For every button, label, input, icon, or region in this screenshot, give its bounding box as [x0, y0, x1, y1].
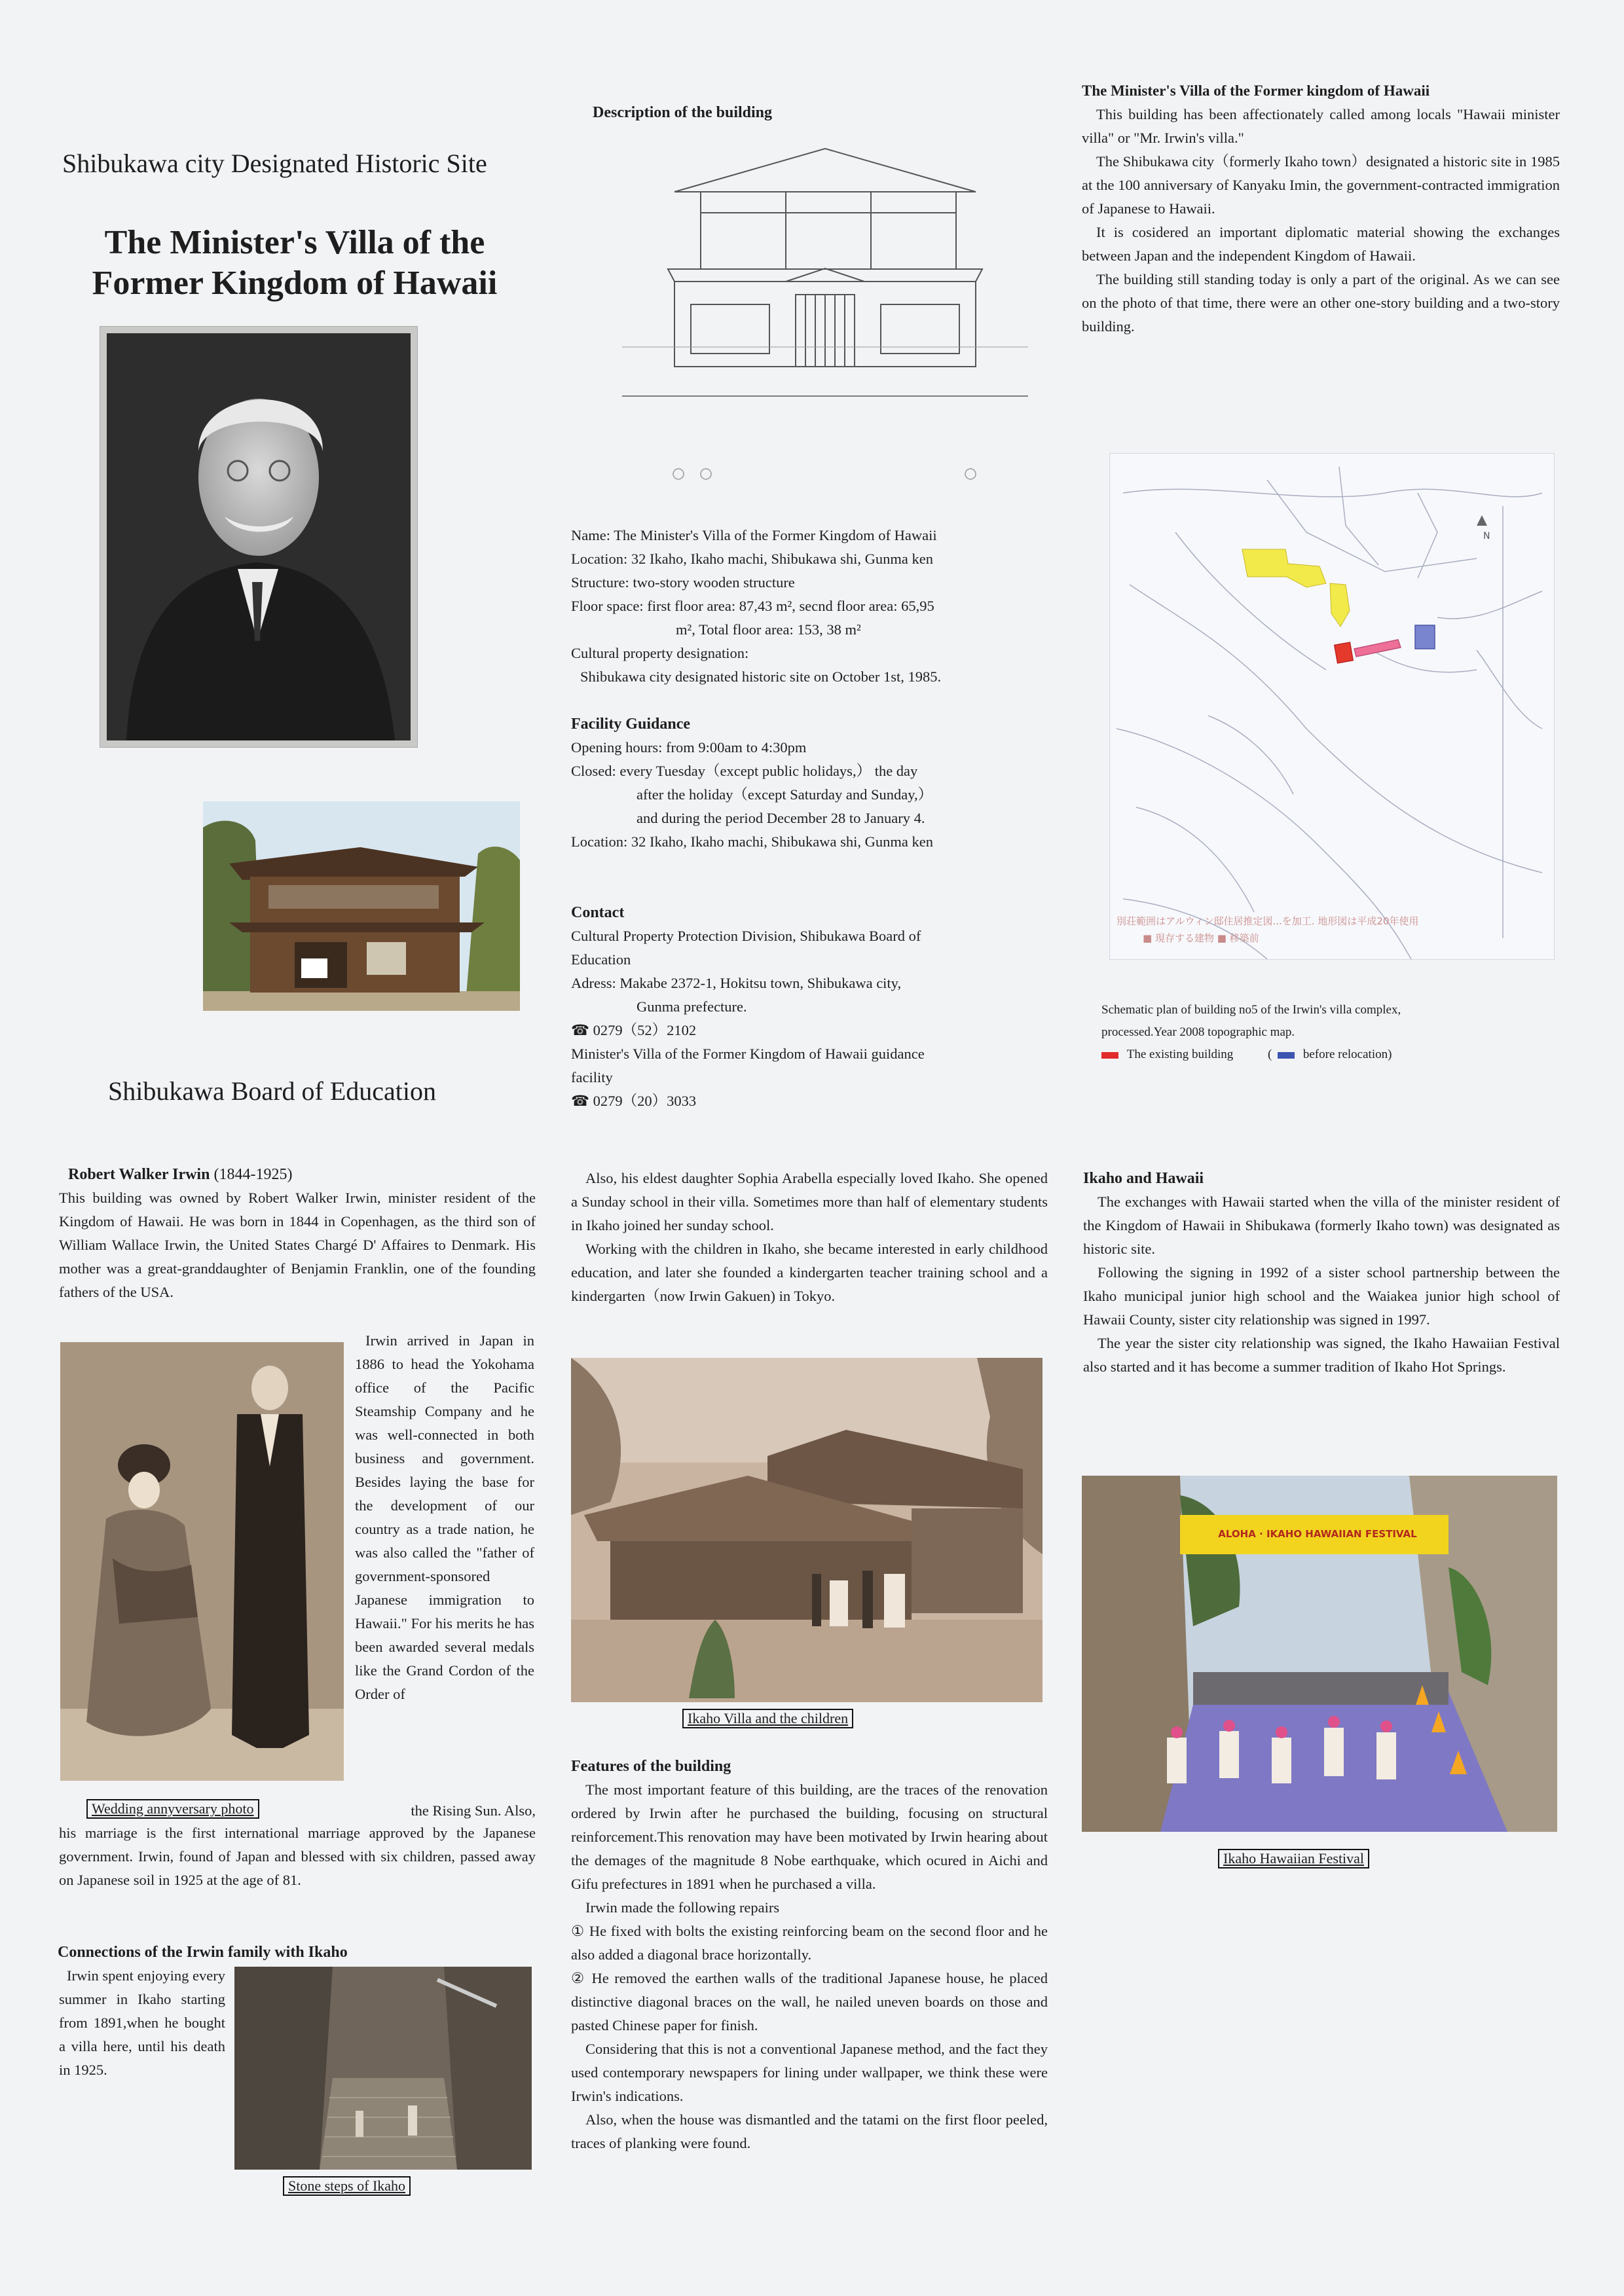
facility-heading: Facility Guidance [571, 716, 690, 733]
features-p6: Also, when the house was dismantled and the tatami on the first floor peeled, traces of planking were found. [571, 2111, 1048, 2151]
designation-label: Cultural property designation: [571, 645, 749, 661]
features-p3: ① He fixed with bolts the existing reinforcing beam on the second floor and he also added a diagonal brace horizontally. [571, 1923, 1048, 1963]
hawaii-p1: The exchanges with Hawaii started when the villa of the minister resident of the Kingdom of Hawaii in Shibukawa (formerly Ikaho town) was designated as historic site. [1083, 1194, 1560, 1257]
description-block [571, 524, 1049, 689]
legend-swatch-existing [1101, 1052, 1118, 1059]
hawaii-block [1083, 1167, 1560, 1379]
building-structure: Structure: two-story wooden structure [571, 574, 795, 591]
contact-block [571, 901, 1049, 1113]
sophia-block [571, 1167, 1048, 1308]
connections-p1: Irwin spent enjoying every summer in Ikaho starting from 1891,when he bought a villa here, until his death in 1925. [59, 1967, 225, 2078]
description-heading: Description of the building [593, 104, 773, 121]
designation-line: Shibukawa city Designated Historic Site [62, 149, 487, 178]
map-caption-line-1: Schematic plan of building no5 of the Irwin's villa complex, [1101, 1003, 1401, 1017]
contact-guidance-2: facility [571, 1069, 613, 1085]
legend-swatch-before [1278, 1052, 1295, 1059]
facility-block [571, 712, 1049, 854]
hawaii-p2: Following the signing in 1992 of a sister school partnership between the Ikaho municipal junior high school and the Waiakea junior high school of Hawaii County, sister city relationship was signed in 1997. [1083, 1264, 1560, 1328]
irwin-heading-name: Robert Walker Irwin [68, 1166, 210, 1183]
villa-intro-p4: The building still standing today is only a part of the original. As we can see on the photo of that time, there were an other one-story building and a two-story building. [1082, 271, 1560, 335]
sophia-p2: Working with the children in Ikaho, she became interested in early childhood education, and later she founded a kindergarten teacher training school and a kindergarten（now Irwin Gakuen) in Tokyo. [571, 1241, 1048, 1304]
building-location: Location: 32 Ikaho, Ikaho machi, Shibukawa shi, Gunma ken [571, 551, 933, 567]
map-legend [1101, 1044, 1560, 1066]
irwin-heading-years: (1844-1925) [213, 1166, 293, 1183]
contact-address-2: Gunma prefecture. [637, 998, 747, 1015]
svg-text:N: N [1483, 531, 1490, 541]
contact-phone-2: ☎ 0279（20）3033 [571, 1093, 697, 1109]
opening-hours: Opening hours: from 9:00am to 4:30pm [571, 739, 807, 756]
features-heading: Features of the building [571, 1758, 731, 1775]
contact-phone-1: ☎ 0279（52）2102 [571, 1022, 697, 1038]
hawaii-heading: Ikaho and Hawaii [1083, 1170, 1204, 1187]
facility-location: Location: 32 Ikaho, Ikaho machi, Shibukawa shi, Gunma ken [571, 833, 933, 850]
villa-children-caption: Ikaho Villa and the children [682, 1709, 853, 1728]
floor-space-line-1: Floor space: first floor area: 87,43 m², secnd floor area: 65,95 [571, 598, 934, 614]
hawaiian-festival-caption: Ikaho Hawaiian Festival [1218, 1849, 1369, 1868]
villa-children-photo [571, 1358, 1043, 1702]
irwin-p1: This building was owned by Robert Walker Irwin, minister resident of the Kingdom of Hawaii. He was born in 1844 in Copenhagen, as the third son of William Wallace Irwin, the United States Chargé D' Affaires to Denmark. His mother was a great-granddaughter of Benjamin Franklin, one of the founding fathers of the USA. [59, 1190, 536, 1300]
designation-value: Shibukawa city designated historic site on October 1st, 1985. [580, 668, 942, 685]
contact-division-2: Education [571, 951, 631, 968]
contact-guidance-1: Minister's Villa of the Former Kingdom of Hawaii guidance [571, 1046, 925, 1062]
closed-line-3: and during the period December 28 to January 4. [637, 810, 925, 826]
page-title [46, 223, 544, 304]
site-map-caption [1101, 999, 1560, 1066]
festival-banner-text: ALOHA · IKAHO HAWAIIAN FESTIVAL [1218, 1528, 1417, 1540]
contact-division-1: Cultural Property Protection Division, Shibukawa Board of [571, 928, 921, 944]
villa-intro-block [1082, 79, 1560, 338]
villa-intro-p3: It is cosidered an important diplomatic material showing the exchanges between Japan and the independent Kingdom of Hawaii. [1082, 224, 1560, 264]
drawing-marks [668, 466, 982, 482]
legend-paren-open: ( [1268, 1048, 1272, 1061]
irwin-portrait-photo [100, 326, 418, 748]
features-p5: Considering that this is not a conventional Japanese method, and the fact they used contemporary newspapers for lining under wallpaper, we think these were Irwin's indications. [571, 2041, 1048, 2104]
irwin-p2: Irwin arrived in Japan in 1886 to head the Yokohama office of the Pacific Steamship Company and he was well-connected in both business and government. Besides laying the base for the development of our country as a trade nation, he was also called the "father of government-sponsored Japanese immigration to Hawaii." For his merits he has been awarded several medals like the Grand Cordon of the Order of [355, 1332, 534, 1702]
stone-steps-photo [234, 1967, 532, 2170]
title-line-2: Former Kingdom of Hawaii [92, 264, 498, 302]
connections-heading: Connections of the Irwin family with Ikaho [58, 1944, 348, 1961]
map-note: 別荘範囲はアルウィン邸住居推定図...を加工. 地形図は平成20年使用 [1116, 915, 1419, 927]
building-name: Name: The Minister's Villa of the Former Kingdom of Hawaii [571, 527, 937, 543]
features-p4: ② He removed the earthen walls of the traditional Japanese house, he placed distinctive diagonal braces on the wall, he nailed uneven boards on those and pasted Chinese paper for finish. [571, 1970, 1048, 2033]
villa-intro-heading: The Minister's Villa of the Former kingdom of Hawaii [1082, 82, 1430, 99]
closed-line-1: Closed: every Tuesday（except public holidays,） the day [571, 763, 918, 779]
hawaii-p3: The year the sister city relationship was signed, the Ikaho Hawaiian Festival also started and it has become a summer tradition of Ikaho Hot Springs. [1083, 1335, 1560, 1375]
elevation-drawing [622, 147, 1028, 409]
villa-intro-p1: This building has been affectionately called among locals "Hawaii minister villa" or "Mr. Irwin's villa." [1082, 106, 1560, 146]
villa-current-photo [203, 801, 520, 1011]
site-map [1109, 453, 1555, 960]
stone-steps-caption: Stone steps of Ikaho [283, 2176, 411, 2196]
features-p1: The most important feature of this building, are the traces of the renovation ordered by Irwin after he purchased the building, focusing on structural reinforcement.This renovation may have been motivated by Irwin hearing about the demages of the magnitude 8 Nobe earthquake, which ocured in Aichi and Gifu prefectures in 1891 when he purchased a villa. [571, 1781, 1048, 1892]
contact-address-1: Adress: Makabe 2372-1, Hokitsu town, Shibukawa city, [571, 975, 902, 991]
map-key: ■ 現存する建物 ■ 移築前 [1143, 932, 1259, 944]
wedding-photo-caption: Wedding annyversary photo [86, 1799, 259, 1819]
closed-line-2: after the holiday（except Saturday and Sunday,） [637, 786, 933, 803]
legend-before-label: before relocation [1302, 1048, 1388, 1061]
irwin-p3: his marriage is the first international marriage approved by the Japanese government. Irwin, found of Japan and blessed with six children, passed away on Japanese soil in 1925 at the age of 81. [59, 1825, 536, 1888]
sophia-p1: Also, his eldest daughter Sophia Arabella especially loved Ikaho. She opened a Sunday school in their villa. Sometimes more than half of elementary students in Ikaho joined her sunday school. [571, 1170, 1048, 1233]
hawaiian-festival-photo [1082, 1476, 1557, 1832]
wedding-photo [60, 1342, 344, 1781]
contact-heading: Contact [571, 904, 625, 921]
irwin-heading [68, 1163, 292, 1186]
features-p2: Irwin made the following repairs [585, 1899, 780, 1916]
legend-paren-close: ) [1388, 1048, 1392, 1061]
floor-space-line-2: m², Total floor area: 153, 38 m² [676, 621, 861, 638]
title-line-1: The Minister's Villa of the [104, 224, 485, 261]
features-block [571, 1755, 1048, 2155]
board-of-education: Shibukawa Board of Education [108, 1076, 436, 1106]
irwin-p2-tail: the Rising Sun. Also, [411, 1802, 536, 1819]
legend-existing-label: The existing building [1126, 1048, 1234, 1061]
map-caption-line-2: processed.Year 2008 topographic map. [1101, 1025, 1295, 1039]
villa-intro-p2: The Shibukawa city（formerly Ikaho town）designated a historic site in 1985 at the 100 anniversary of Kanyaku Imin, the government-contracted immigration of Japanese to Hawaii. [1082, 153, 1560, 217]
